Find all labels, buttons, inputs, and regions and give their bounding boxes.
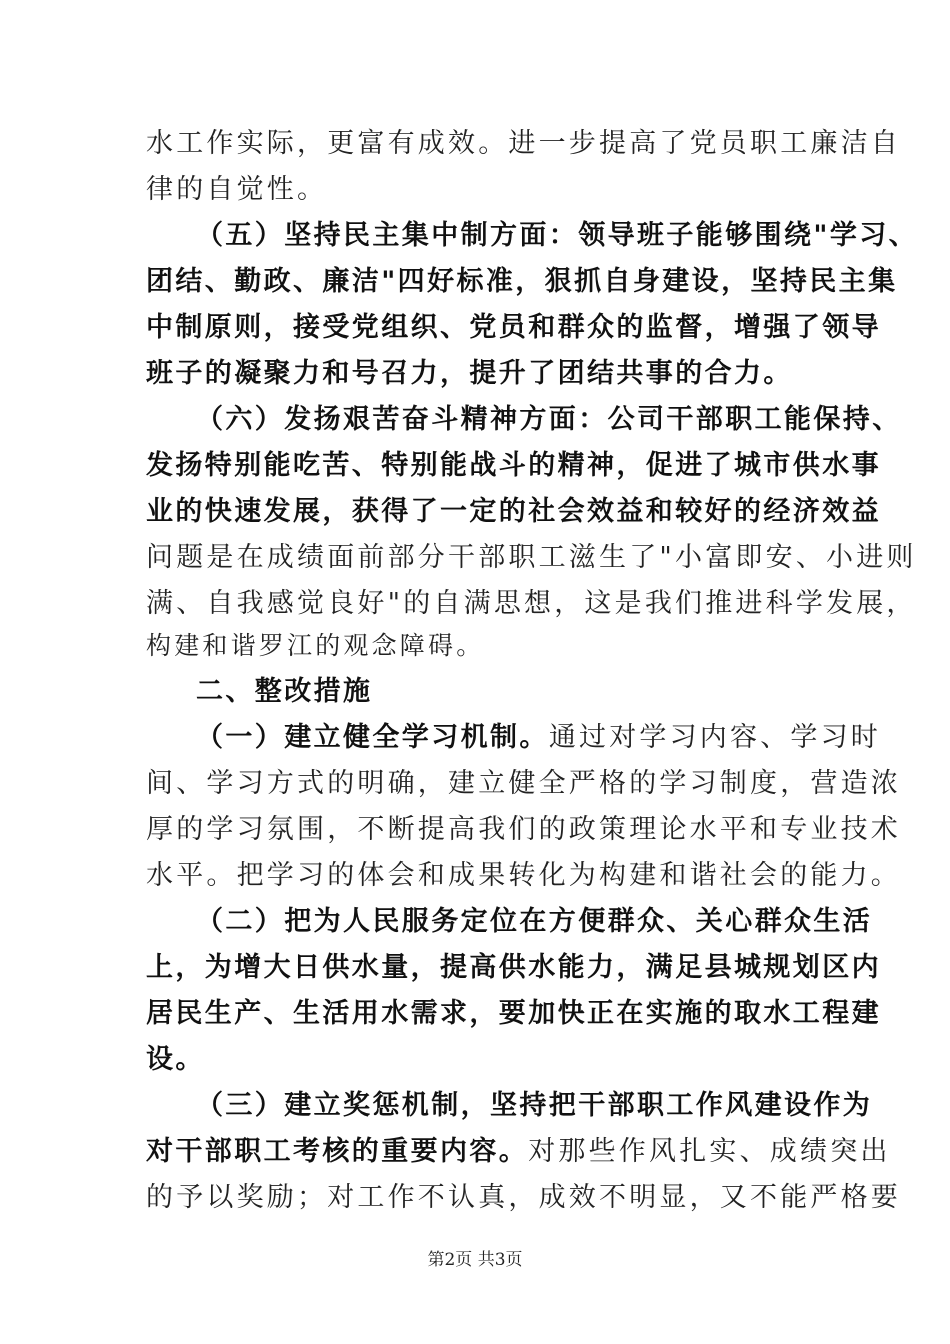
body-line: 满、自我感觉良好"的自满思想，这是我们推进科学发展， — [146, 588, 917, 619]
body-line: 中制原则，接受党组织、党员和群众的监督，增强了领导 — [146, 312, 881, 343]
section-heading-line: （二）把为人民服务定位在方便群众、关心群众生活 — [196, 906, 873, 937]
body-line: 上，为增大日供水量，提高供水能力，满足县城规划区内 — [146, 952, 881, 983]
mixed-line — [146, 1134, 891, 1170]
body-text: 通过对学习内容、学习时 — [548, 722, 882, 753]
body-line: 居民生产、生活用水需求，要加快正在实施的取水工程建 — [146, 998, 881, 1029]
body-line: 水工作实际，更富有成效。进一步提高了党员职工廉洁自 — [146, 128, 901, 159]
body-line: 律的自觉性。 — [146, 174, 328, 205]
section-heading-line: （五）坚持民主集中制方面：领导班子能够围绕"学习、 — [196, 220, 919, 251]
page-footer: 第2页 共3页 — [427, 1250, 523, 1270]
section-heading-line: （三）建立奖惩机制，坚持把干部职工作风建设作为 — [196, 1090, 873, 1121]
mixed-line — [196, 720, 881, 756]
body-line: 厚的学习氛围，不断提高我们的政策理论水平和专业技术 — [146, 814, 901, 845]
body-line: 发扬特别能吃苦、特别能战斗的精神，促进了城市供水事 — [146, 450, 881, 481]
body-line: 间、学习方式的明确，建立健全严格的学习制度，营造浓 — [146, 768, 901, 799]
body-text-bold: 对干部职工考核的重要内容。 — [146, 1136, 529, 1167]
body-line: 班子的凝聚力和号召力，提升了团结共事的合力。 — [146, 358, 793, 389]
body-line: 设。 — [146, 1044, 205, 1075]
section-heading-line: （六）发扬艰苦奋斗精神方面：公司干部职工能保持、 — [196, 404, 902, 435]
body-line: 问题是在成绩面前部分干部职工滋生了"小富即安、小进则 — [146, 542, 917, 573]
body-text: 对那些作风扎实、成绩突出 — [528, 1136, 891, 1167]
body-line: 团结、勤政、廉洁"四好标准，狠抓自身建设，坚持民主集 — [146, 266, 898, 297]
body-line: 业的快速发展，获得了一定的社会效益和较好的经济效益 — [146, 496, 881, 527]
subsection-heading: （一）建立健全学习机制。 — [196, 722, 549, 753]
body-line: 水平。把学习的体会和成果转化为构建和谐社会的能力。 — [146, 860, 901, 891]
body-line: 的予以奖励；对工作不认真，成效不明显，又不能严格要 — [146, 1182, 901, 1213]
section-title: 二、整改措施 — [196, 676, 373, 707]
body-line: 构建和谐罗江的观念障碍。 — [146, 631, 485, 660]
